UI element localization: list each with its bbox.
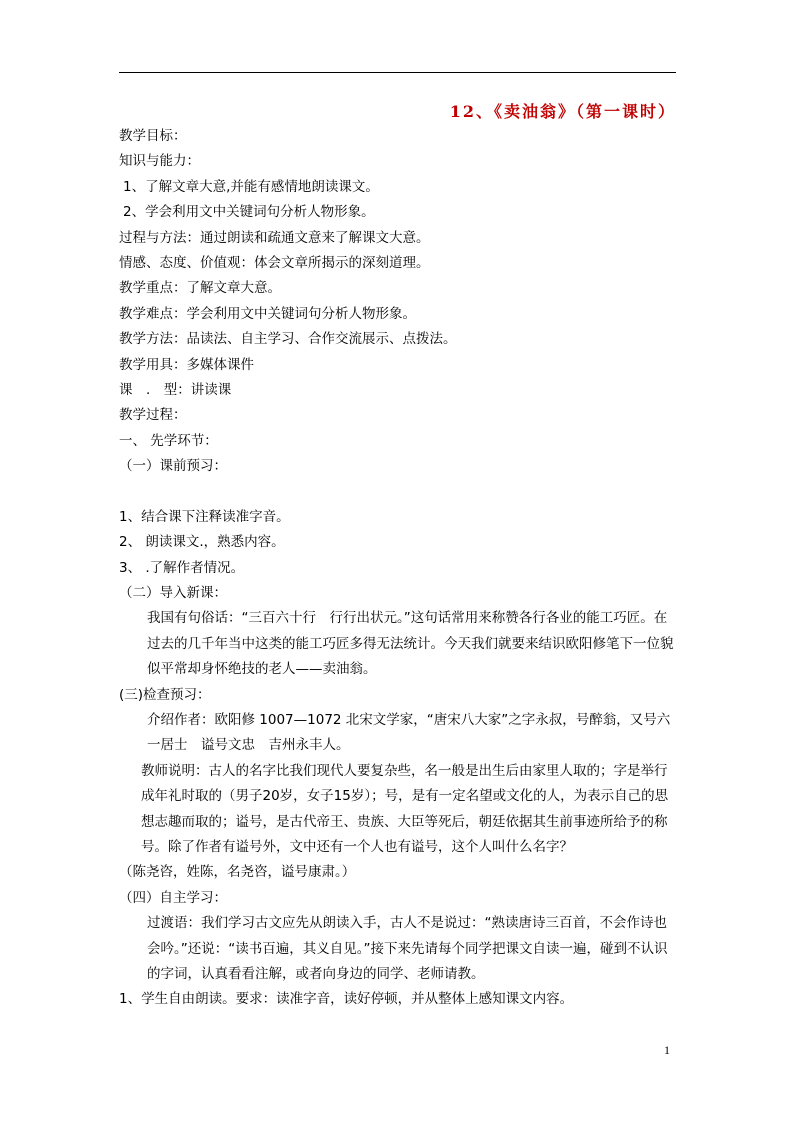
- difficulty-line: 教学难点：学会利用文中关键词句分析人物形象。: [119, 305, 416, 322]
- document-body: [119, 124, 679, 1013]
- self-study-item-1: 1、学生自由朗读。要求：读准字音，读好停顿，并从整体上感知课文内容。: [119, 991, 574, 1008]
- method-line: 教学方法：品读法、自主学习、合作交流展示、点拨法。: [119, 331, 457, 348]
- teacher-note-paragraph: 教师说明：古人的名字比我们现代人要复杂些，名一般是出生后由家里人取的；字是举行成年礼时取的（男子20岁，女子15岁）；号，是有一定名望或文化的人，为表示自己的思想志趣而取的；谥号，是古代帝王、贵族、大臣等死后，朝廷依据其生前事迹所给予的称号。除了作者有谥号外，文中还有一个人也有谥号，这个人叫什么名字？: [141, 762, 669, 856]
- objective-item-1: 1、了解文章大意,并能有感情地朗读课文。: [123, 178, 379, 195]
- preview-item-1: 1、结合课下注释读准字音。: [119, 508, 290, 525]
- preview-item-3: 3、 .了解作者情况。: [119, 559, 245, 576]
- subsection-introduction: （二）导入新课：: [119, 585, 227, 602]
- answer-line: （陈尧咨，姓陈，名尧咨，谥号康肃。）: [119, 864, 356, 881]
- transition-paragraph: 过渡语：我们学习古文应先从朗读入手，古人不是说过：“熟读唐诗三百首，不会作诗也会吟。”还说：“读书百遍，其义自见。”接下来先请每个同学把课文自读一遍，碰到不认识的字词，认真看看注解，或者向身边的同学、老师请教。: [147, 915, 668, 983]
- lesson-type-line: 课 . 型：讲读课: [119, 381, 232, 398]
- page-title: 12、《卖油翁》（第一课时）: [449, 102, 676, 121]
- values-line: 情感、态度、价值观：体会文章所揭示的深刻道理。: [119, 254, 430, 271]
- section-heading-process: 教学过程：: [119, 407, 187, 424]
- key-point-line: 教学重点：了解文章大意。: [119, 280, 281, 297]
- header-rule: [119, 72, 676, 73]
- introduction-paragraph: 我国有句俗话：“三百六十行 行行出状元。”这句话常用来称赞各行各业的能工巧匠。在过去的几千年当中这类的能工巧匠多得无法统计。今天我们就要来结识欧阳修笔下一位貌似平常却身怀绝技的老人——卖油翁。: [147, 610, 674, 678]
- subheading-knowledge: 知识与能力：: [119, 153, 200, 170]
- blank-line: [119, 479, 679, 504]
- process-method-line: 过程与方法：通过朗读和疏通文意来了解课文大意。: [119, 229, 430, 246]
- preview-item-2: 2、 朗读课文.，熟悉内容。: [119, 534, 285, 551]
- step-heading-1: 一、 先学环节：: [119, 432, 218, 449]
- section-heading-objectives: 教学目标：: [119, 128, 187, 144]
- subsection-check: (三)检查预习：: [119, 686, 211, 703]
- objective-item-2: 2、学会利用文中关键词句分析人物形象。: [123, 204, 375, 221]
- author-paragraph: 介绍作者：欧阳修 1007—1072 北宋文学家，“唐宋八大家”之字永叔，号醉翁，又号六一居士 谥号文忠 吉州永丰人。: [147, 712, 671, 754]
- page-number: 1: [664, 1043, 670, 1057]
- tools-line: 教学用具：多媒体课件: [119, 356, 254, 373]
- subsection-self-study: （四）自主学习：: [119, 889, 227, 906]
- subsection-preview: （一）课前预习：: [119, 458, 227, 475]
